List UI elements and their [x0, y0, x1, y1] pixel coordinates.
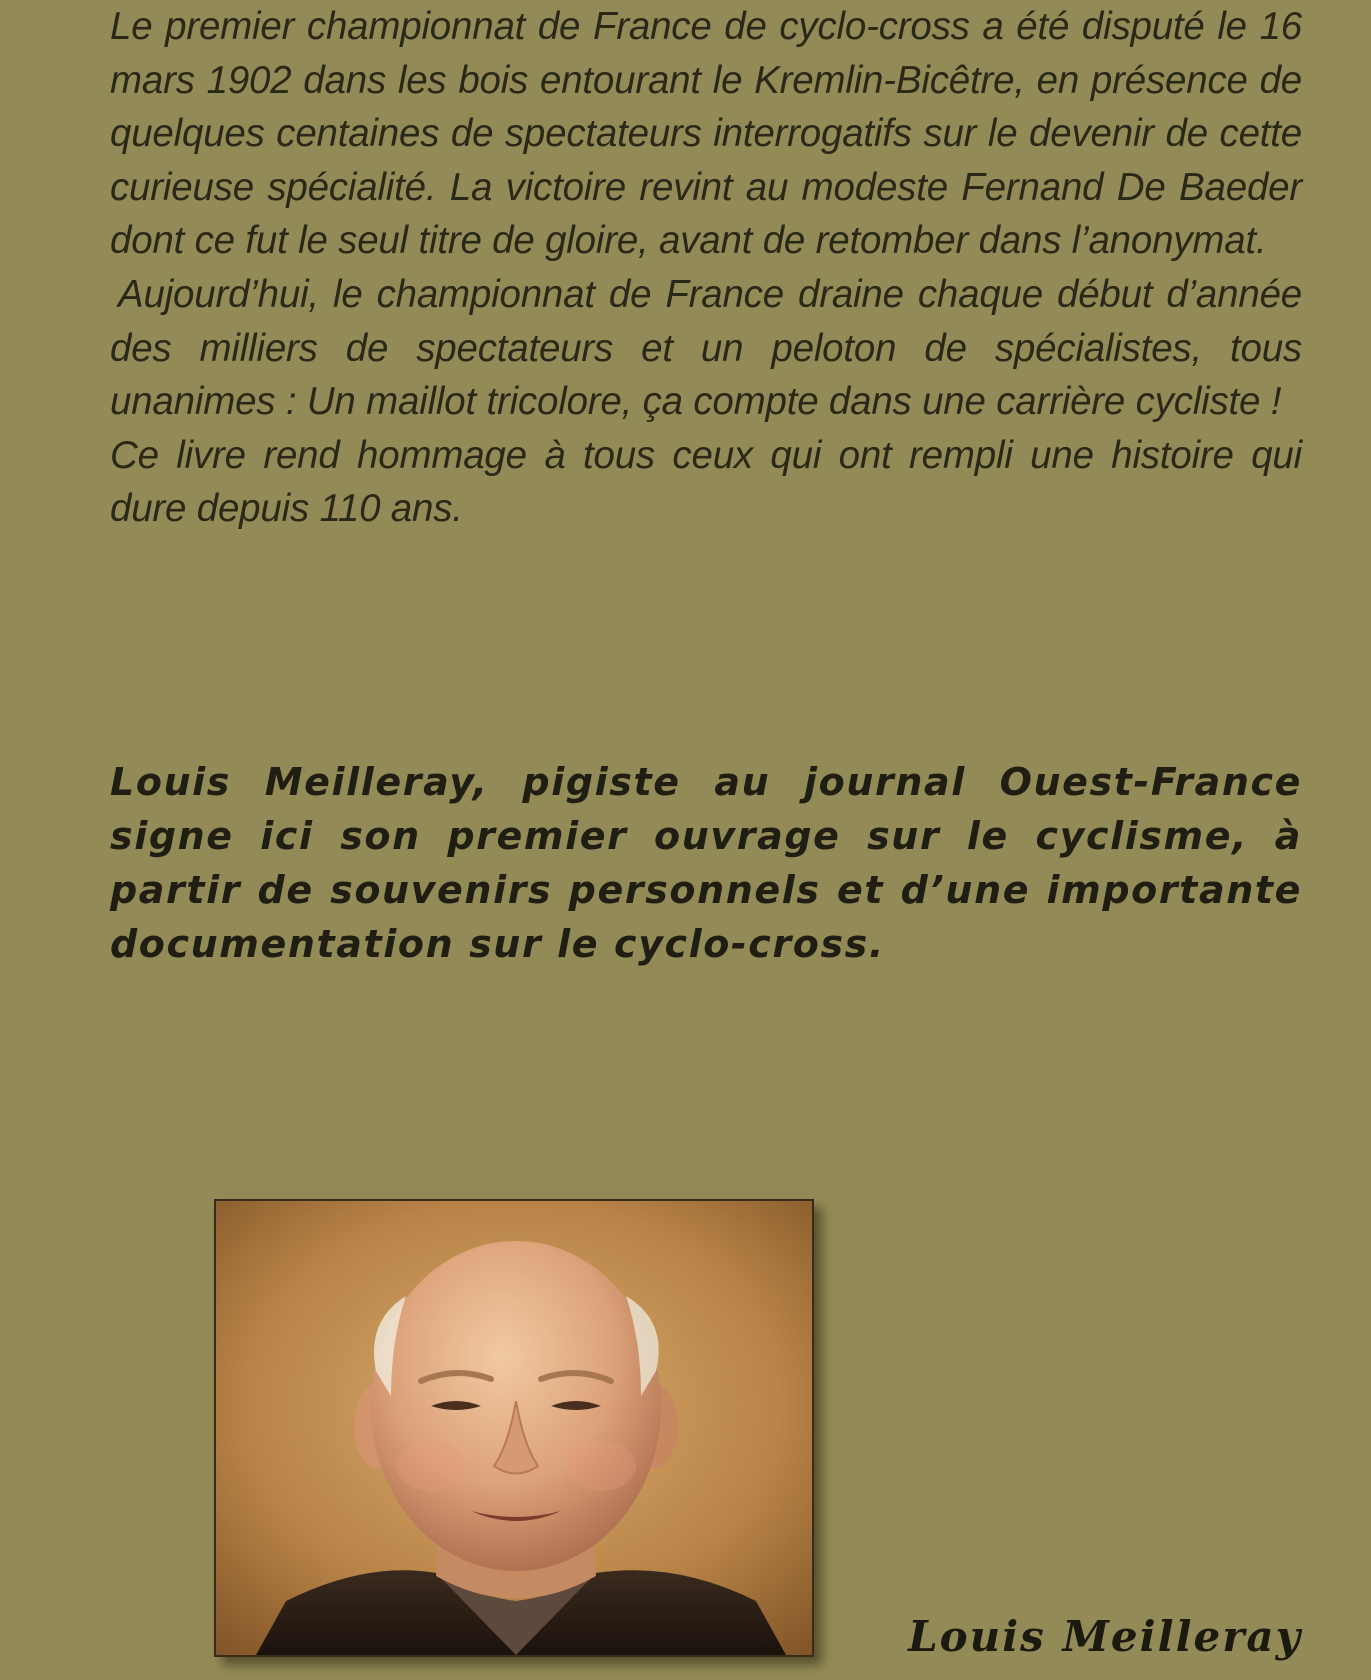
intro-paragraph-2: Aujourd’hui, le championnat de France draine chaque début d’année des milliers de spectateurs et un peloton de spécialistes, tous unanimes : Un maillot tricolore, ça compte dans une carrière cycliste ! — [110, 272, 1302, 424]
author-signature: Louis Meilleray — [908, 1612, 1302, 1661]
intro-paragraph-1: Le premier championnat de France de cyclo-cross a été disputé le 16 mars 1902 dans les bois entourant le Kremlin-Bicêtre, en présence de quelques centaines de spectateurs interrogatifs sur le devenir de cette curieuse spécialité. La victoire revint au modeste Fernand De Baeder dont ce fut le seul titre de gloire, avant de retomber dans l’anonymat. — [110, 5, 1302, 263]
intro-paragraph-3: Ce livre rend hommage à tous ceux qui ont rempli une histoire qui dure depuis 110 ans. — [110, 433, 1302, 531]
author-photo — [214, 1199, 814, 1657]
intro-text — [110, 0, 1302, 536]
author-bio: Louis Meilleray, pigiste au journal Ouest-France signe ici son premier ouvrage sur le cyclisme, à partir de souvenirs personnels et d’une importante documentation sur le cyclo-cross. — [110, 760, 1302, 966]
